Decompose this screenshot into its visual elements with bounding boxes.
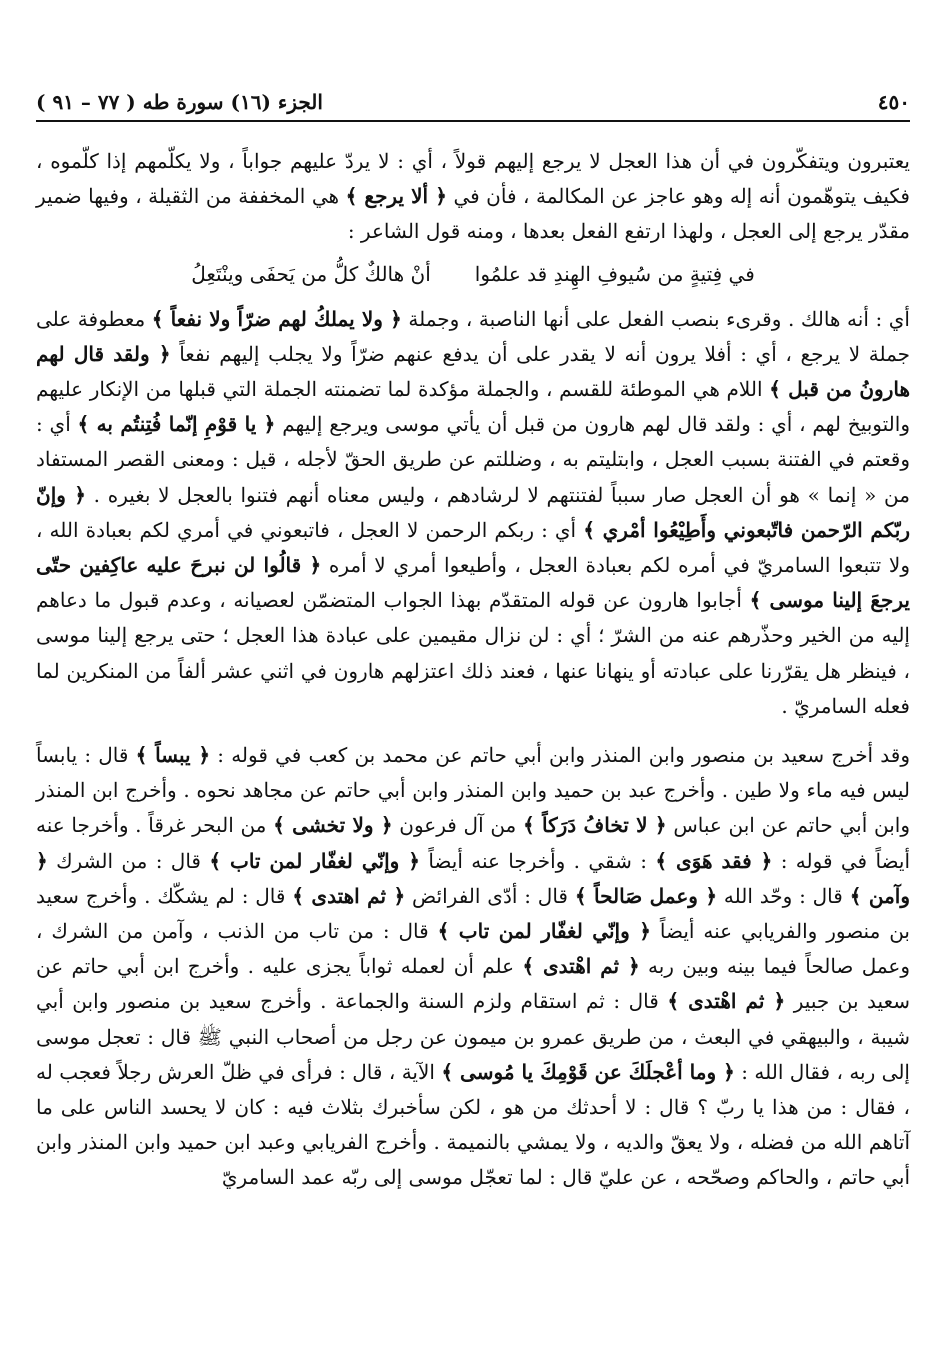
quran-quote: ﴿ وآمن ﴾ bbox=[36, 848, 910, 908]
quran-quote: ﴿ ألا يرجع ﴾ bbox=[345, 184, 447, 209]
page-header bbox=[36, 0, 910, 120]
paragraph-3 bbox=[36, 738, 910, 1196]
quran-quote: ﴿ ثم اهْتدى ﴾ bbox=[667, 989, 786, 1014]
quran-quote: ﴿ وإنّ ربّكم الرّحمن فاتّبعوني وأَطِيْعُوا أمْري ﴾ bbox=[36, 482, 910, 542]
text-run: قال : أدّى الفرائض bbox=[405, 883, 575, 908]
text-run: أي : وقعتم في الفتنة بسبب العجل ، وابتليتم به ، وضللتم عن طريق الحقّ لأجله ، قيل : ومعنى القصر المستفاد من « إنما » هو أن العجل صار سبباً لفتنتهم لا لرشادهم ، وليس معناه أنهم فتنوا بالعجل لا بغيره . bbox=[36, 412, 910, 507]
section-gap bbox=[36, 724, 910, 738]
text-run: الآية ، قال : فرأى في ظلّ العرش رجلاً فعجب له ، فقال : من هذا يا ربّ ؟ قال : لا أحدثك من هو ، لكن سأخبرك بثلاث فيه : كان لا يحسد الناس على ما آتاهم الله من فضله ، ولا يعقّ والديه ، ولا يمشي بالنميمة . وأخرج الفريابي وعبد ابن حميد وابن المنذر وابن أبي حاتم ، والحاكم وصحّحه ، عن عليّ قال : لما تعجّل موسى إلى ربّه عمد السامريّ bbox=[36, 1059, 911, 1190]
text-run: أي : أنه هالك . وقرىء بنصب الفعل على أنها الناصبة ، وجملة bbox=[401, 306, 910, 331]
quran-quote: ﴿ ثم اهْتدى ﴾ bbox=[522, 954, 640, 979]
quran-quote: ﴿ ولقد قال لهم هارونُ من قبل ﴾ bbox=[36, 341, 910, 402]
text-run: قال : ثم استقام ولزم السنة والجماعة . وأخرج سعيد بن منصور وابن أبي شيبة ، والبيهقي في البعث ، من طريق عمرو بن ميمون عن رجل من أصحاب النبي ﷺ قال : تعجل موسى إلى ربه ، فقال الله : bbox=[36, 989, 910, 1084]
text-run: قال : من الشرك bbox=[47, 848, 210, 873]
quran-quote: ﴿ ولا تخشى ﴾ bbox=[273, 813, 393, 838]
page-number: ٤٥٠ bbox=[877, 90, 910, 114]
quran-quote: ﴿ وإنّي لغفّار لمن تاب ﴾ bbox=[209, 848, 420, 873]
quran-quote: ﴿ قالُوا لن نبرحَ عليه عاكِفين حتّى يرجعَ إلينا موسى ﴾ bbox=[36, 553, 910, 613]
running-title: الجزء (١٦) سورة طه ( ٧٧ – ٩١ ) bbox=[36, 90, 323, 114]
text-run: هي المخففة من الثقيلة ، وفيها ضمير مقدّر يرجع إلى العجل ، ولهذا ارتفع الفعل بعدها ، ومنه قول الشاعر : bbox=[36, 184, 910, 244]
text-run: قال : وحّد الله bbox=[717, 883, 850, 908]
text-run: أي : ربكم الرحمن لا العجل ، فاتبعوني في أمري لكم بعبادة الله ، ولا تتبعوا السامريّ في أمره لكم بعبادة العجل ، وأطيعوا أمري لا أمره bbox=[36, 517, 910, 578]
text-run: : شقي . وأخرجا عنه أيضاً bbox=[419, 848, 656, 873]
text-run: من آل فرعون bbox=[392, 813, 523, 838]
text-run: من البحر غرقاً . وأخرجا عنه أيضاً في قوله : bbox=[36, 813, 910, 873]
quran-quote: ﴿ ثم اهتدى ﴾ bbox=[292, 883, 406, 908]
text-run: قال : من تاب من الذنب ، وآمن من الشرك ، وعمل صالحاً فيما بينه وبين ربه bbox=[36, 919, 911, 979]
quran-quote: ﴿ وإنّي لغفّار لمن تاب ﴾ bbox=[437, 919, 651, 944]
text-run: أجابوا هارون عن قوله المتقدّم بهذا الجواب المتضمّن لعصيانه ، وعدم قبول ما دعاهم إليه من الخير وحذّرهم عنه من الشرّ ؛ أي : لن نزال مقيمين على عبادة هذا العجل ؛ حتى يرجع إلينا موسى ، فينظر هل يقرّرنا على عبادته أو ينهانا عنها ، فعند ذلك اعتزلهم هارون في اثني عشر ألفاً من المنكرين لما فعله السامريّ . bbox=[36, 588, 910, 718]
header-divider bbox=[36, 120, 910, 122]
quran-quote: ﴿ يا قوْمِ إنّما فُتِنتُم به ﴾ bbox=[77, 412, 276, 437]
text-run: اللام هي الموطئة للقسم ، والجملة مؤكدة لما تضمنته الجملة التي قبلها من الإنكار عليهم والتوبيخ لهم ، أي : ولقد قال لهم هارون من قبل أن يأتي موسى ويرجع إليهم bbox=[36, 377, 910, 437]
poetry-verse bbox=[36, 254, 910, 294]
paragraph-1 bbox=[36, 144, 910, 250]
quran-quote: ﴿ ولا يملكُ لهم ضرّاً ولا نفعاً ﴾ bbox=[151, 306, 402, 331]
text-run: قال : لم يشكّك . وأخرج سعيد بن منصور والفريابي عنه أيضاً bbox=[36, 883, 910, 944]
text-run: معطوفة على جملة لا يرجع ، أي : أفلا يرون أنه لا يقدر على أن يدفع عنهم ضرّاً ولا يجلب إليهم نفعاً bbox=[36, 306, 910, 366]
quran-quote: ﴿ يبساً ﴾ bbox=[135, 743, 211, 768]
text-run: قال : يابساً ليس فيه ماء ولا طين . وأخرج عبد بن حميد وابن المنذر وابن أبي حاتم عن مجاهد نحوه . وأخرج ابن المنذر وابن أبي حاتم عن ابن عباس bbox=[36, 743, 910, 838]
verse-hemistich-2: أنْ هالكٌ كلُّ من يَحفَى وينْتَعِلُ bbox=[191, 261, 431, 286]
quran-quote: ﴿ لا تخافُ دَرَكاً ﴾ bbox=[523, 813, 667, 838]
verse-hemistich-1: في فِتيةٍ من سُيوفِ الهِندِ قد علمُوا bbox=[474, 261, 755, 286]
text-run: يعتبرون ويتفكّرون في أن هذا العجل لا يرجع إليهم قولاً ، أي : لا يردّ عليهم جواباً ، ولا يكلّمهم إذا كلّموه ، فكيف يتوهّمون أنه إله وهو عاجز عن المكالمة ، فأن في bbox=[36, 149, 910, 209]
quran-quote: ﴿ وعمل صَالحاً ﴾ bbox=[574, 883, 718, 908]
quran-quote: ﴿ فقد هَوَى ﴾ bbox=[655, 848, 773, 873]
text-run: وقد أخرج سعيد بن منصور وابن المنذر وابن أبي حاتم عن محمد بن كعب في قوله : bbox=[210, 743, 910, 768]
paragraph-2 bbox=[36, 302, 910, 724]
quran-quote: ﴿ وما أعْجلَكَ عن قَوْمِكَ يا مُوسى ﴾ bbox=[441, 1059, 735, 1084]
text-run: علم أن لعمله ثواباً يجزى عليه . وأخرج ابن أبي حاتم عن سعيد بن جبير bbox=[36, 954, 910, 1014]
